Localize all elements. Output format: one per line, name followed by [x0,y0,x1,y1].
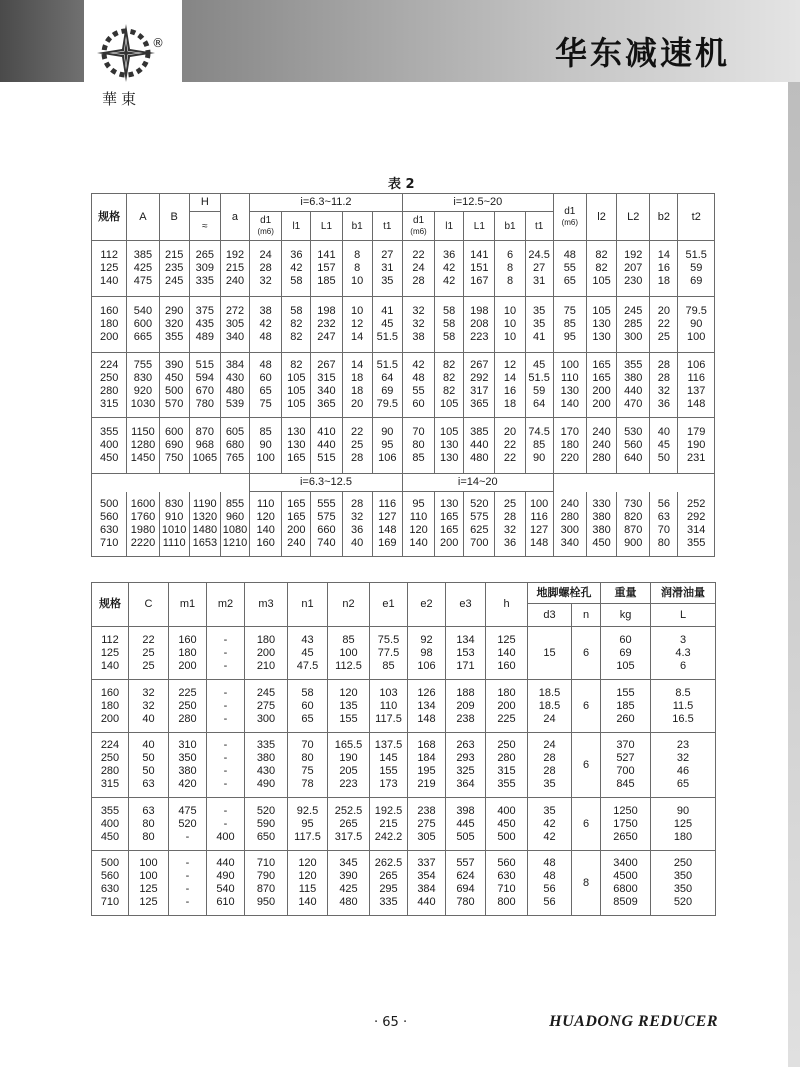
table-cell: 345 390 425 480 [328,851,370,916]
table-row [92,492,715,557]
table-cell: 15 [528,627,572,680]
table-cell: 3 4.3 6 [651,627,716,680]
table-cell: 51.5 64 69 79.5 [372,353,402,418]
table-cell: 540 600 665 [127,297,159,353]
table-cell: 198 232 247 [311,297,342,353]
table-cell: 141 151 167 [464,241,495,297]
table-cell: 8.5 11.5 16.5 [651,680,716,733]
table-cell: 75.5 77.5 85 [370,627,408,680]
table-cell: 500 560 630 710 [92,492,127,557]
table-cell: - - 400 [207,798,245,851]
table-cell: 105 130 130 [435,418,464,474]
table-cell: 22 25 28 [342,418,372,474]
table-cell: 440 490 540 610 [207,851,245,916]
table-cell: 70 80 75 78 [288,733,328,798]
table-cell: 557 624 694 780 [446,851,486,916]
table-cell: 1150 1280 1450 [127,418,159,474]
ratio-range-b: i=12.5~20 [402,194,553,212]
table-cell: 192 215 240 [220,241,249,297]
table-cell: 240 280 300 340 [553,492,586,557]
table-cell: 45 51.5 59 64 [525,353,553,418]
table-cell: 515 594 670 780 [189,353,220,418]
table-cell: 32 32 40 [129,680,169,733]
col-t1-b: t1 [525,212,553,241]
col-d1-out: d1 (m6) [553,194,586,241]
dimension-table-2 [91,582,716,916]
table-cell: 1250 1750 2650 [601,798,651,851]
table-cell: 310 350 380 420 [169,733,207,798]
page-number: · 65 · [374,1015,408,1030]
col-m2: m2 [207,583,245,627]
col-d3: d3 [528,604,572,627]
table-cell: 141 157 185 [311,241,342,297]
table-cell: 400 450 500 [486,798,528,851]
col-b1-b: b1 [495,212,525,241]
table-cell: 10 10 10 [495,297,525,353]
table-cell: 18.5 18.5 24 [528,680,572,733]
col-weight-unit: kg [601,604,651,627]
table-cell: 520 575 625 700 [464,492,495,557]
table-cell: 225 250 280 [169,680,207,733]
table-cell: 27 31 35 [372,241,402,297]
col-spec-2: 规格 [92,583,129,627]
table-cell: 36 42 58 [282,241,311,297]
blank-cell [553,474,714,492]
table-cell: 28 32 36 40 [342,492,372,557]
table-cell: 105 130 130 [586,297,616,353]
table-cell: 38 42 48 [250,297,282,353]
table-cell: 20 22 22 [495,418,525,474]
table-cell: 51.5 59 69 [678,241,715,297]
table-cell: - - - - [169,851,207,916]
registered-mark: ® [152,36,164,50]
table-cell: 92.5 95 117.5 [288,798,328,851]
table-cell: 355 400 450 [92,798,129,851]
table-cell: 168 184 195 219 [408,733,446,798]
col-d1-a: d1 (m6) [250,212,282,241]
table-cell: 355 380 440 470 [617,353,650,418]
table-cell: 40 45 50 [650,418,678,474]
table-cell: 385 440 480 [464,418,495,474]
table-cell: 267 315 340 365 [311,353,342,418]
table-cell: 555 575 660 740 [311,492,342,557]
table-cell: 63 80 80 [129,798,169,851]
table-cell: 100 100 125 125 [129,851,169,916]
table-cell: 116 127 148 169 [372,492,402,557]
table-cell: 130 165 165 200 [435,492,464,557]
table-cell: 384 430 480 539 [220,353,249,418]
col-anchor-holes: 地脚螺栓孔 [528,583,601,604]
table-cell: 1190 1320 1480 1653 [189,492,220,557]
table-cell: 82 105 105 105 [282,353,311,418]
table-cell: 24 28 32 [250,241,282,297]
table-cell: 32 32 38 [402,297,434,353]
table-cell: - - - [207,627,245,680]
table-cell: 23 32 46 65 [651,733,716,798]
table-cell: 160 180 200 [169,627,207,680]
table-cell: 335 380 430 490 [245,733,288,798]
col-t1-a: t1 [372,212,402,241]
table-cell: 710 790 870 950 [245,851,288,916]
table-cell: 100 116 127 148 [525,492,553,557]
col-n1: n1 [288,583,328,627]
table-cell: 58 58 58 [435,297,464,353]
table-cell: 385 425 475 [127,241,159,297]
table-cell: 290 320 355 [159,297,189,353]
table-cell: 58 82 82 [282,297,311,353]
table-cell: 240 240 280 [586,418,616,474]
col-t2: t2 [678,194,715,241]
col-b1-a: b1 [342,212,372,241]
table-cell: 43 45 47.5 [288,627,328,680]
table-cell: 6 [572,733,601,798]
table-cell: 90 95 106 [372,418,402,474]
table-cell: 79.5 90 100 [678,297,715,353]
table-cell: 180 200 225 [486,680,528,733]
table-cell: 48 60 65 75 [250,353,282,418]
table-cell: 560 630 710 800 [486,851,528,916]
col-m1: m1 [169,583,207,627]
table-cell: 337 354 384 440 [408,851,446,916]
table-cell: 82 82 105 [586,241,616,297]
table-cell: 238 275 305 [408,798,446,851]
table-cell: 20 22 25 [650,297,678,353]
col-oil-unit: L [651,604,716,627]
table-cell: 36 42 42 [435,241,464,297]
side-bar [788,82,800,1067]
table-cell: 24.5 27 31 [525,241,553,297]
table-row [92,851,716,916]
col-l1-b: l1 [435,212,464,241]
col-e1: e1 [370,583,408,627]
table-cell: 8 [572,851,601,916]
table-row [92,241,715,297]
table-cell: 25 28 32 36 [495,492,525,557]
col-n2: n2 [328,583,370,627]
table-cell: 60 69 105 [601,627,651,680]
table-cell: 24 28 28 35 [528,733,572,798]
table-row [92,297,715,353]
table-cell: 355 400 450 [92,418,127,474]
table-cell: 70 80 85 [402,418,434,474]
table-cell: 180 200 210 [245,627,288,680]
col-h: h [486,583,528,627]
col-weight: 重量 [601,583,651,604]
dimension-table-1 [91,193,715,557]
col-l1-a: l1 [282,212,311,241]
col-B: B [159,194,189,241]
table-title: 表 2 [388,177,415,192]
table-cell: 605 680 765 [220,418,249,474]
ratio-subheader-row [92,474,715,492]
table-cell: 272 305 340 [220,297,249,353]
table-cell: 85 100 112.5 [328,627,370,680]
col-C: C [129,583,169,627]
table-cell: 830 910 1010 1110 [159,492,189,557]
table-cell: 42 48 55 60 [402,353,434,418]
footer-brand: HUADONG REDUCER [549,1013,718,1030]
col-L1-a: L1 [311,212,342,241]
ratio-range-d: i=14~20 [402,474,553,492]
table-cell: 12 14 16 18 [495,353,525,418]
table-cell: 250 350 350 520 [651,851,716,916]
col-m3: m3 [245,583,288,627]
table-cell: 48 48 56 56 [528,851,572,916]
table-cell: 160 180 200 [92,297,127,353]
blank-cell [92,474,250,492]
table-cell: 390 450 500 570 [159,353,189,418]
col-a: a [220,194,249,241]
table-cell: 870 968 1065 [189,418,220,474]
table-cell: 103 110 117.5 [370,680,408,733]
col-H: H [189,194,220,212]
table-cell: 22 24 28 [402,241,434,297]
col-e3: e3 [446,583,486,627]
table-cell: 100 110 130 140 [553,353,586,418]
table-cell: 112 125 140 [92,241,127,297]
table-cell: 90 125 180 [651,798,716,851]
table-cell: 134 153 171 [446,627,486,680]
table-row [92,627,716,680]
table-cell: 40 50 50 63 [129,733,169,798]
huadong-logo-icon [93,20,159,86]
col-d1-b: d1 (m6) [402,212,434,241]
table-cell: 1600 1760 1980 2220 [127,492,159,557]
table-cell: 126 134 148 [408,680,446,733]
table-cell: 330 380 380 450 [586,492,616,557]
table-cell: 755 830 920 1030 [127,353,159,418]
table-row [92,798,716,851]
table-cell: 48 55 65 [553,241,586,297]
table-cell: 179 190 231 [678,418,715,474]
table-cell: 14 16 18 [650,241,678,297]
table-row [92,680,716,733]
table-cell: 6 [572,680,601,733]
table-cell: 530 560 640 [617,418,650,474]
table-cell: 188 209 238 [446,680,486,733]
table-cell: 92 98 106 [408,627,446,680]
table-cell: 82 82 82 105 [435,353,464,418]
table-cell: 165 165 200 200 [586,353,616,418]
table-cell: 85 90 100 [250,418,282,474]
table-cell: 165 165 200 240 [282,492,311,557]
table-cell: 224 250 280 315 [92,733,129,798]
table-cell: 6 8 8 [495,241,525,297]
table-cell: 28 28 32 36 [650,353,678,418]
table-cell: 500 560 630 710 [92,851,129,916]
table-cell: 475 520 - [169,798,207,851]
table-cell: 215 235 245 [159,241,189,297]
table-cell: 375 435 489 [189,297,220,353]
table-cell: 74.5 85 90 [525,418,553,474]
table-cell: 262.5 265 295 335 [370,851,408,916]
table-cell: 855 960 1080 1210 [220,492,249,557]
table-cell: 250 280 315 355 [486,733,528,798]
table-cell: 245 275 300 [245,680,288,733]
table-row [92,353,715,418]
table-cell: 263 293 325 364 [446,733,486,798]
table-cell: 192 207 230 [617,241,650,297]
table-cell: 137.5 145 155 173 [370,733,408,798]
table-cell: 165.5 190 205 223 [328,733,370,798]
col-A: A [127,194,159,241]
table-cell: 56 63 70 80 [650,492,678,557]
table-cell: 125 140 160 [486,627,528,680]
table-cell: 252 292 314 355 [678,492,715,557]
table-cell: - - - - [207,733,245,798]
table-cell: 58 60 65 [288,680,328,733]
table-row [92,418,715,474]
col-L1-b: L1 [464,212,495,241]
table-cell: 110 120 140 160 [250,492,282,557]
logo-text: 華東 [102,90,141,108]
table-cell: 160 180 200 [92,680,129,733]
ratio-range-a: i=6.3~11.2 [250,194,403,212]
table-cell: 35 35 41 [525,297,553,353]
col-n: n [572,604,601,627]
table-cell: 267 292 317 365 [464,353,495,418]
table-cell: 14 18 18 20 [342,353,372,418]
table-cell: 41 45 51.5 [372,297,402,353]
table-cell: 730 820 870 900 [617,492,650,557]
table-cell: 6 [572,798,601,851]
table-cell: 410 440 515 [311,418,342,474]
table-cell: 22 25 25 [129,627,169,680]
col-oil: 润滑油量 [651,583,716,604]
table-cell: 35 42 42 [528,798,572,851]
table-cell: 155 185 260 [601,680,651,733]
table-cell: - - - [207,680,245,733]
table-cell: 3400 4500 6800 8509 [601,851,651,916]
table-row [92,733,716,798]
brand-title: 华东减速机 [554,34,730,72]
table-cell: 252.5 265 317.5 [328,798,370,851]
table-cell: 120 135 155 [328,680,370,733]
col-spec: 规格 [92,194,127,241]
ratio-range-c: i=6.3~12.5 [250,474,403,492]
table-cell: 8 8 10 [342,241,372,297]
col-L2: L2 [617,194,650,241]
col-H-approx: ≈ [189,212,220,241]
table-cell: 520 590 650 [245,798,288,851]
table-cell: 75 85 95 [553,297,586,353]
table-cell: 95 110 120 140 [402,492,434,557]
table-cell: 170 180 220 [553,418,586,474]
table-cell: 265 309 335 [189,241,220,297]
table-cell: 120 120 115 140 [288,851,328,916]
col-e2: e2 [408,583,446,627]
table-cell: 398 445 505 [446,798,486,851]
col-l2: l2 [586,194,616,241]
table-cell: 370 527 700 845 [601,733,651,798]
table-cell: 10 12 14 [342,297,372,353]
table-cell: 192.5 215 242.2 [370,798,408,851]
table-cell: 198 208 223 [464,297,495,353]
table-cell: 130 130 165 [282,418,311,474]
table-cell: 112 125 140 [92,627,129,680]
col-b2: b2 [650,194,678,241]
table-cell: 600 690 750 [159,418,189,474]
table-cell: 224 250 280 315 [92,353,127,418]
table-cell: 6 [572,627,601,680]
table-cell: 106 116 137 148 [678,353,715,418]
table-cell: 245 285 300 [617,297,650,353]
